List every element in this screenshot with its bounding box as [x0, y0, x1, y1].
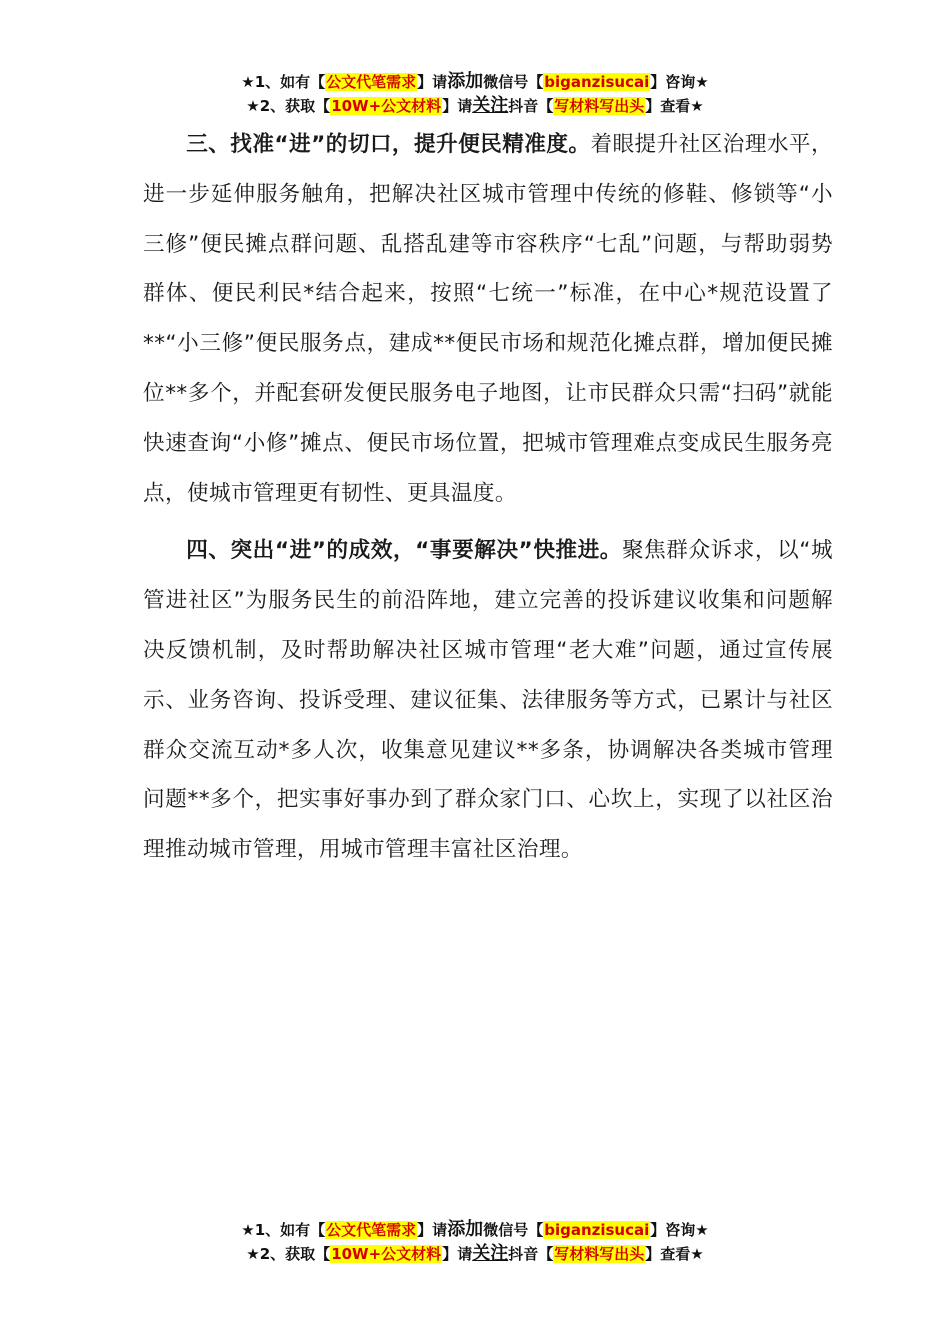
- banner-text: 】查看★: [645, 1245, 704, 1263]
- highlight-materials: 10W+公文材料: [331, 1245, 442, 1263]
- document-body: [143, 120, 833, 883]
- banner-emphasis: 关注: [472, 1243, 509, 1264]
- highlight-wechat-id: biganzisucai: [544, 73, 650, 91]
- banner-text: ★2、获取【: [246, 1245, 331, 1263]
- banner-text: 】查看★: [645, 97, 704, 115]
- banner-text: 抖音【: [508, 97, 554, 115]
- banner-text: 】请: [442, 1245, 473, 1263]
- paragraph-section-3: [143, 120, 833, 518]
- banner-text: 抖音【: [508, 1245, 554, 1263]
- highlight-douyin-account: 写材料写出头: [554, 1245, 645, 1263]
- banner-emphasis: 添加: [447, 1219, 484, 1240]
- banner-line-1: [0, 70, 950, 94]
- footer-banner: [0, 1218, 950, 1266]
- banner-text: 】请: [442, 97, 473, 115]
- banner-line-1: [0, 1218, 950, 1242]
- banner-emphasis: 添加: [447, 71, 484, 92]
- header-banner: [0, 70, 950, 118]
- banner-text: ★1、如有【: [241, 73, 326, 91]
- highlight-douyin-account: 写材料写出头: [554, 97, 645, 115]
- banner-text: 微信号【: [483, 73, 544, 91]
- banner-text: ★2、获取【: [246, 97, 331, 115]
- banner-emphasis: 关注: [472, 95, 509, 116]
- highlight-materials: 10W+公文材料: [331, 97, 442, 115]
- section-heading: 三、找准“进”的切口，提升便民精准度。: [186, 132, 591, 157]
- highlight-wechat-id: biganzisucai: [544, 1221, 650, 1239]
- banner-text: 】咨询★: [650, 73, 709, 91]
- paragraph-text: 聚焦群众诉求，以“城管进社区”为服务民生的前沿阵地，建立完善的投诉建议收集和问题解决反馈机制，及时帮助解决社区城市管理“老大难”问题，通过宣传展示、业务咨询、投诉受理、建议征集、法律服务等方式，已累计与社区群众交流互动*多人次，收集意见建议**多条，协调解决各类城市管理问题**多个，把实事好事办到了群众家门口、心坎上，实现了以社区治理推动城市管理，用城市管理丰富社区治理。: [143, 538, 834, 863]
- banner-line-2: [0, 94, 950, 118]
- highlight-service: 公文代笔需求: [326, 73, 417, 91]
- banner-text: 】咨询★: [650, 1221, 709, 1239]
- banner-text: 】请: [417, 73, 448, 91]
- banner-line-2: [0, 1242, 950, 1266]
- banner-text: ★1、如有【: [241, 1221, 326, 1239]
- banner-text: 微信号【: [483, 1221, 544, 1239]
- paragraph-section-4: [143, 526, 833, 875]
- paragraph-text: 着眼提升社区治理水平，进一步延伸服务触角，把解决社区城市管理中传统的修鞋、修锁等“小三修”便民摊点群问题、乱搭乱建等市容秩序“七乱”问题，与帮助弱势群体、便民利民*结合起来，按照“七统一”标准，在中心*规范设置了**“小三修”便民服务点，建成**便民市场和规范化摊点群，增加便民摊位**多个，并配套研发便民服务电子地图，让市民群众只需“扫码”就能快速查询“小修”摊点、便民市场位置，把城市管理难点变成民生服务亮点，使城市管理更有韧性、更具温度。: [143, 132, 833, 506]
- section-heading: 四、突出“进”的成效，“事要解决”快推进。: [186, 538, 622, 564]
- highlight-service: 公文代笔需求: [326, 1221, 417, 1239]
- banner-text: 】请: [417, 1221, 448, 1239]
